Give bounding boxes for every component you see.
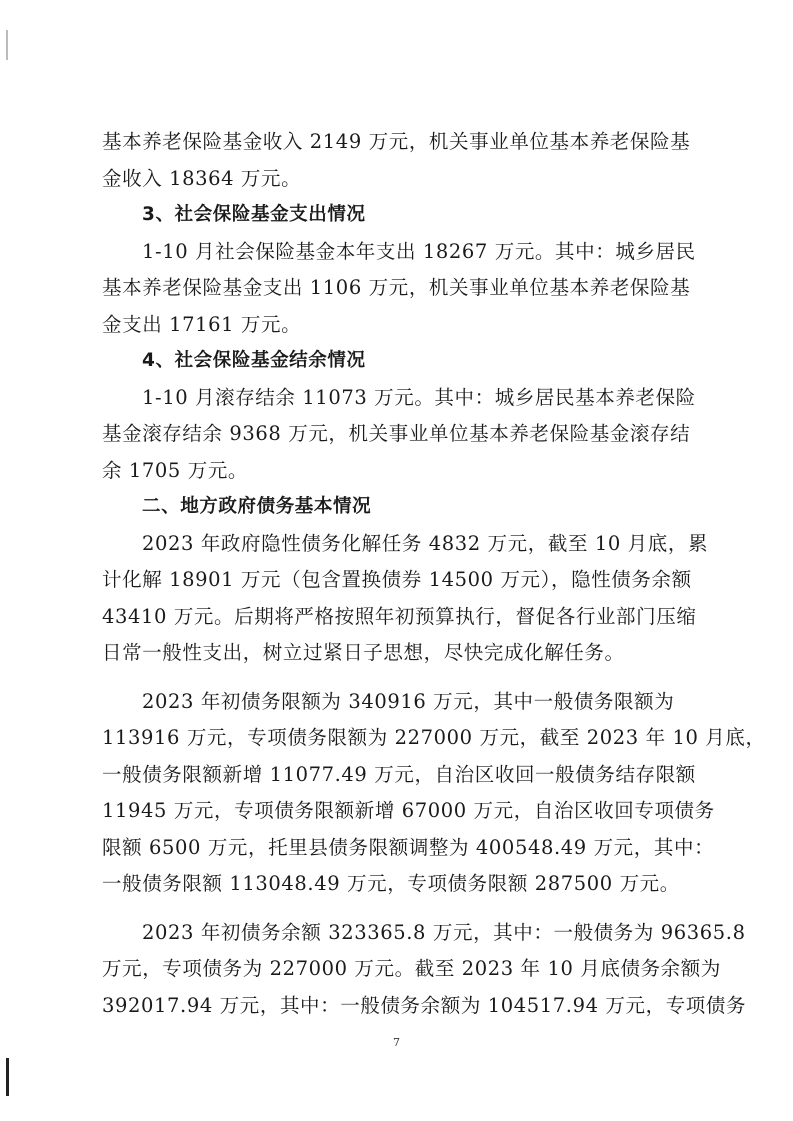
scan-edge-mark-top xyxy=(6,30,8,60)
text-line: 一般债务限额 113048.49 万元，专项债务限额 287500 万元。 xyxy=(102,872,680,895)
text-line: 392017.94 万元，其中：一般债务余额为 104517.94 万元，专项债务 xyxy=(102,993,747,1017)
section-heading-balance: 4、社会保险基金结余情况 xyxy=(142,350,366,371)
text-line: 限额 6500 万元，托里县债务限额调整为 400548.49 万元，其中： xyxy=(102,835,715,859)
page-number: 7 xyxy=(393,1036,400,1049)
text-line: 2023 年初债务限额为 340916 万元，其中一般债务限额为 xyxy=(142,689,675,713)
text-line: 一般债务限额新增 11077.49 万元，自治区收回一般债务结存限额 xyxy=(102,762,696,786)
paragraph-spacer xyxy=(102,903,697,915)
paragraph-debt-balance xyxy=(102,915,747,1025)
paragraph-expenditure xyxy=(102,234,697,344)
text-line: 基本养老保险基金支出 1106 万元，机关事业单位基本养老保险基 xyxy=(102,276,691,299)
text-line: 1-10 月社会保险基金本年支出 18267 万元。其中：城乡居民 xyxy=(142,239,696,263)
paragraph-debt-limits xyxy=(102,684,766,903)
section-heading-expenditure: 3、社会保险基金支出情况 xyxy=(142,204,366,225)
text-line: 43410 万元。后期将严格按照年初预算执行，督促各行业部门压缩 xyxy=(102,604,697,628)
text-line: 金收入 18364 万元。 xyxy=(102,166,302,190)
section-heading-local-debt: 二、地方政府债务基本情况 xyxy=(142,496,372,517)
text-line: 日常一般性支出，树立过紧日子思想，尽快完成化解任务。 xyxy=(102,641,625,664)
paragraph-hidden-debt xyxy=(102,526,709,672)
text-line: 2023 年初债务余额 323365.8 万元，其中：一般债务为 96365.8 xyxy=(142,920,746,944)
text-line: 11945 万元，专项债务限额新增 67000 万元，自治区收回专项债务 xyxy=(102,799,715,822)
text-line: 万元，专项债务为 227000 万元。截至 2023 年 10 月底债务余额为 xyxy=(102,957,721,980)
text-line: 113916 万元，专项债务限额为 227000 万元，截至 2023 年 10 月底， xyxy=(102,726,766,749)
text-line: 基金滚存结余 9368 万元，机关事业单位基本养老保险基金滚存结 xyxy=(102,422,691,445)
text-line: 计化解 18901 万元（包含置换债券 14500 万元），隐性债务余额 xyxy=(102,568,692,591)
paragraph-pension-income-continued xyxy=(102,124,697,197)
paragraph-balance xyxy=(102,380,697,490)
scan-edge-mark-bottom xyxy=(6,1058,9,1096)
text-line: 1-10 月滚存结余 11073 万元。其中：城乡居民基本养老保险 xyxy=(142,385,696,409)
document-page-body xyxy=(102,124,766,1024)
text-line: 金支出 17161 万元。 xyxy=(102,312,302,336)
text-line: 基本养老保险基金收入 2149 万元，机关事业单位基本养老保险基 xyxy=(102,130,691,153)
paragraph-spacer xyxy=(102,672,697,684)
text-line: 余 1705 万元。 xyxy=(102,458,249,482)
text-line: 2023 年政府隐性债务化解任务 4832 万元，截至 10 月底，累 xyxy=(142,531,709,555)
